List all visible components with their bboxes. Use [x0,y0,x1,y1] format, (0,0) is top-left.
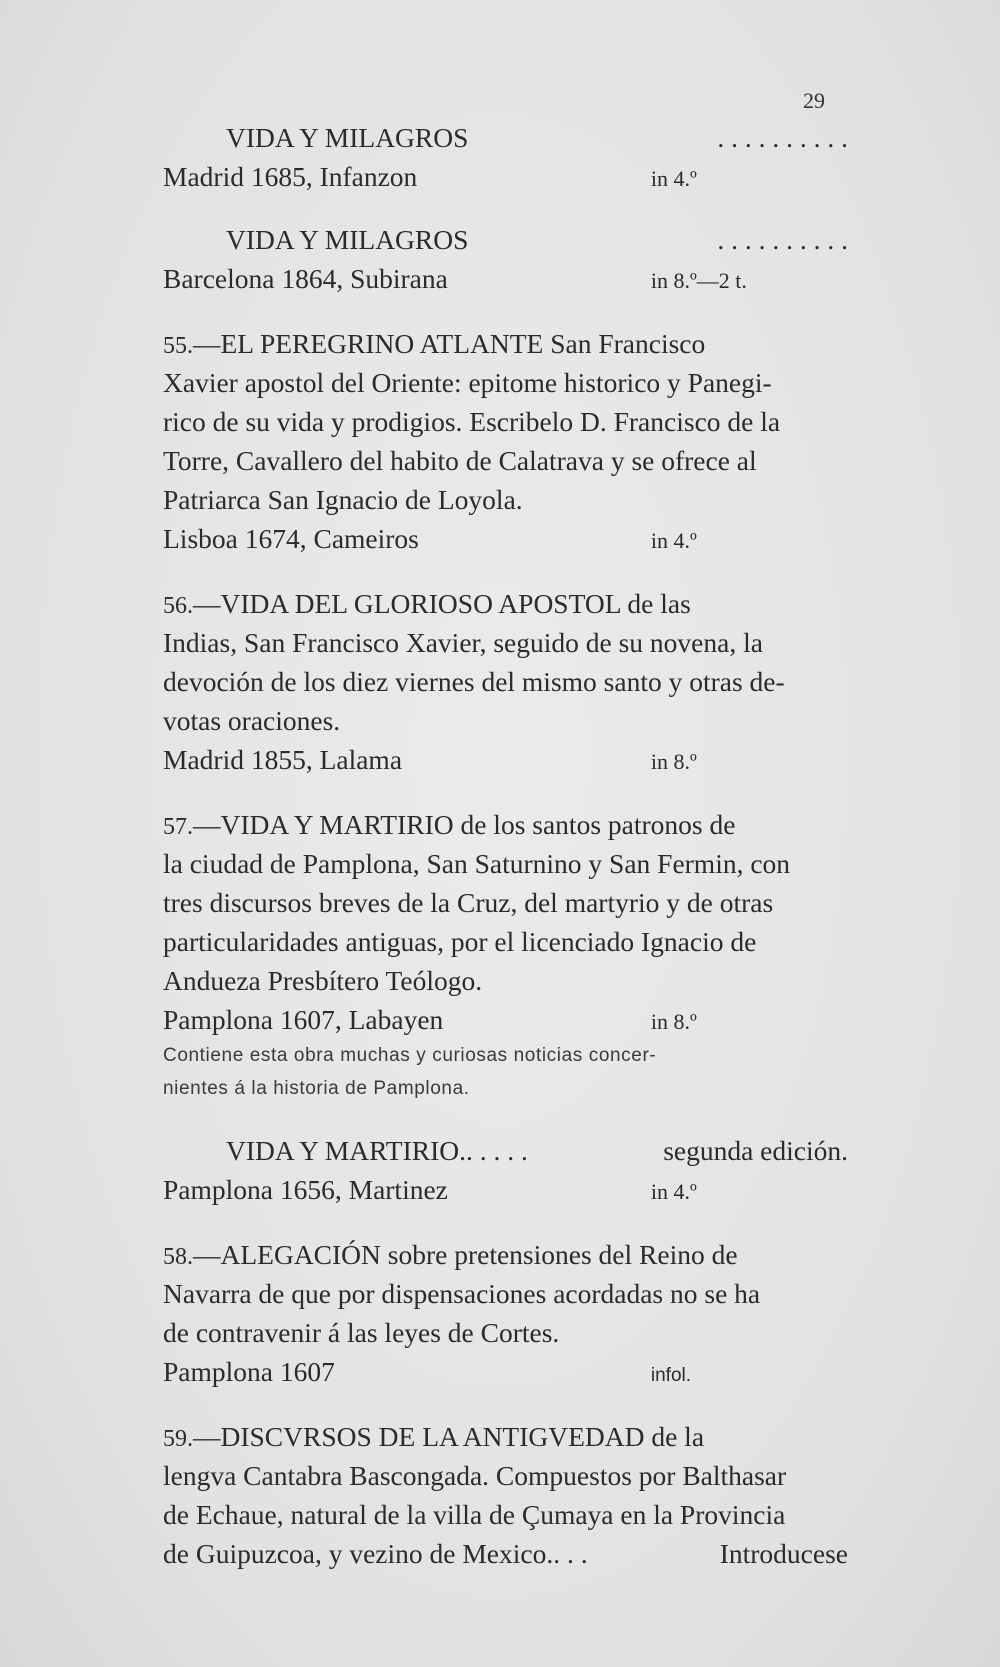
entry-number: 56. [163,593,193,619]
entry-line [163,480,848,519]
catalog-entry [163,220,848,298]
note-line: nientes á la historia de Pamplona. [163,1078,470,1099]
entry-line [163,961,848,1000]
entry-title: VIDA Y MARTIRIO.. [226,1135,473,1166]
entry-number: 55. [163,333,193,359]
entry-imprint: Pamplona 1607, Labayen [163,1004,444,1035]
entry-text: la ciudad de Pamplona, San Saturnino y San Fermin, con [163,848,791,879]
entry-title-line [163,220,848,259]
catalog-text [163,118,848,1573]
entry-text: tres discursos breves de la Cruz, del martyrio y de otras [163,887,774,918]
catalog-entry-55 [163,324,848,558]
entry-imprint: Pamplona 1656, Martinez [163,1174,448,1205]
entry-text: Patriarca San Ignacio de Loyola. [163,484,523,515]
entry-format: in 4.º [650,1179,697,1204]
entry-format: in 4.º [650,166,697,191]
entry-line [163,1534,848,1573]
entry-line [163,402,848,441]
entry-text: Torre, Cavallero del habito de Calatrava y se ofrece al [163,445,757,476]
entry-line [163,1274,848,1313]
catalog-entry-58 [163,1235,848,1391]
entry-line [163,1313,848,1352]
page-number: 29 [803,88,825,113]
entry-imprint: Barcelona 1864, Subirana [163,263,448,294]
entry-text: Navarra de que por dispensaciones acordadas no se ha [163,1278,761,1309]
entry-line [163,584,848,623]
entry-number: 57. [163,814,193,840]
entry-format: in 8.º—2 t. [650,268,747,293]
entry-text: particularidades antiguas, por el licenciado Ignacio de [163,926,757,957]
entry-imprint-line [163,157,848,196]
entry-line [163,363,848,402]
entry-imprint: Madrid 1685, Infanzon [163,161,418,192]
entry-imprint: Lisboa 1674, Cameiros [163,523,419,554]
entry-text: Xavier apostol del Oriente: epitome historico y Panegi- [163,367,772,398]
entry-imprint-line [163,1170,848,1209]
entry-text: votas oraciones. [163,705,341,736]
catalog-entry [163,118,848,196]
entry-format: in 4.º [650,528,697,553]
entry-number: 58. [163,1244,193,1270]
entry-text: Andueza Presbítero Teólogo. [163,965,483,996]
entry-text: devoción de los diez viernes del mismo santo y otras de- [163,666,785,697]
entry-edition: segunda edición. [663,1135,848,1166]
entry-title: VIDA Y MILAGROS [226,122,469,153]
entry-line [163,701,848,740]
entry-text: de contravenir á las leyes de Cortes. [163,1317,560,1348]
entry-text: —EL PEREGRINO ATLANTE San Francisco [193,328,706,359]
catalog-entry-57 [163,805,848,1105]
entry-line [163,662,848,701]
entry-line [163,1456,848,1495]
entry-format: in 8.º [650,1009,697,1034]
entry-trailing-word: Introducese [719,1538,848,1569]
entry-text: —ALEGACIÓN sobre pretensiones del Reino de [193,1239,738,1270]
entry-line [163,1235,848,1274]
entry-text: rico de su vida y prodigios. Escribelo D. Francisco de la [163,406,781,437]
entry-title-line [163,118,848,157]
entry-text: —DISCVRSOS DE LA ANTIGVEDAD de la [193,1421,705,1452]
entry-note [163,1039,848,1105]
entry-title: VIDA Y MILAGROS [226,224,469,255]
entry-line [163,441,848,480]
entry-imprint-line [163,519,848,558]
catalog-entry [163,1131,848,1209]
entry-number: 59. [163,1426,193,1452]
entry-imprint: Madrid 1855, Lalama [163,744,403,775]
leader-dots: . . . . . . . . . . [717,224,848,255]
entry-text: Indias, San Francisco Xavier, seguido de su novena, la [163,627,763,658]
entry-text: —VIDA DEL GLORIOSO APOSTOL de las [193,588,691,619]
entry-line [163,1417,848,1456]
entry-line [163,324,848,363]
entry-line [163,844,848,883]
entry-text: de Guipuzcoa, y vezino de Mexico.. [163,1538,561,1569]
leader-dots: . . [566,1538,588,1569]
entry-line [163,805,848,844]
entry-line [163,1495,848,1534]
entry-format: infol. [650,1365,692,1386]
entry-imprint-line [163,1000,848,1039]
catalog-entry-56 [163,584,848,779]
entry-text: de Echaue, natural de la villa de Çumaya en la Provincia [163,1499,786,1530]
entry-title-line [163,1131,848,1170]
entry-line [163,623,848,662]
entry-imprint: Pamplona 1607 [163,1356,335,1387]
entry-line [163,883,848,922]
entry-line [163,922,848,961]
entry-format: in 8.º [650,749,697,774]
catalog-entry-59 [163,1417,848,1573]
leader-dots: . . . . . . . . . . [717,122,848,153]
entry-text: —VIDA Y MARTIRIO de los santos patronos de [193,809,736,840]
entry-imprint-line [163,259,848,298]
entry-text: lengva Cantabra Bascongada. Compuestos por Balthasar [163,1460,787,1491]
entry-imprint-line [163,1352,848,1391]
leader-dots: . . . . [479,1135,528,1166]
note-line: Contiene esta obra muchas y curiosas noticias concer- [163,1045,657,1066]
entry-imprint-line [163,740,848,779]
